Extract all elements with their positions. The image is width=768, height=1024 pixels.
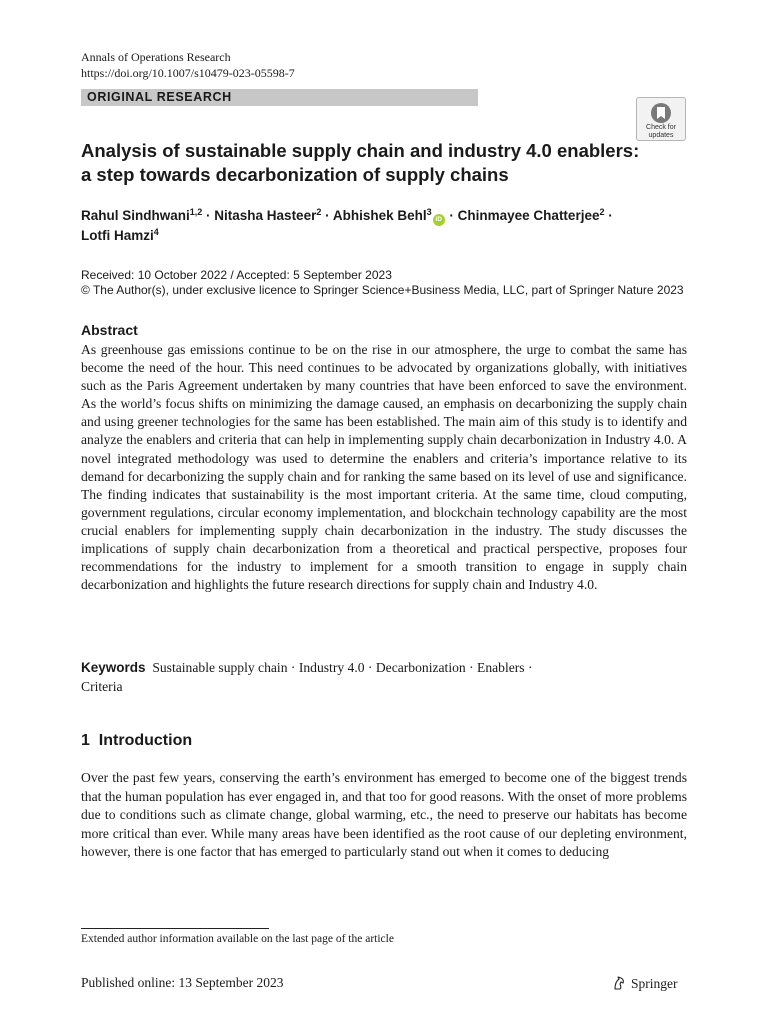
keyword: Decarbonization <box>375 660 466 675</box>
keyword-separator: · <box>364 660 376 675</box>
keyword-separator: · <box>465 660 478 675</box>
author-affiliation: 4 <box>153 227 159 237</box>
author-name[interactable]: Abhishek Behl <box>332 208 427 223</box>
author-separator: · <box>202 208 215 223</box>
section-label: ORIGINAL RESEARCH <box>81 89 478 106</box>
paper-title: Analysis of sustainable supply chain and industry 4.0 enablers: a step towards decarbonization of supply chains <box>81 140 640 185</box>
author-separator: · <box>321 208 333 223</box>
check-for-updates-badge[interactable] <box>636 97 686 141</box>
author-name[interactable]: Nitasha Hasteer <box>214 208 317 223</box>
article-dates <box>81 268 684 298</box>
author-name[interactable]: Rahul Sindhwani <box>81 208 190 223</box>
keyword-separator: · <box>524 660 533 675</box>
received-accepted: Received: 10 October 2022 / Accepted: 5 September 2023 <box>81 268 392 282</box>
published-online: Published online: 13 September 2023 <box>81 975 284 990</box>
check-for-updates-line1: Check for <box>646 124 676 131</box>
author-name[interactable]: Chinmayee Chatterjee <box>457 208 600 223</box>
section-number: 1 <box>81 732 90 749</box>
keyword-separator: · <box>287 660 299 675</box>
journal-name: Annals of Operations Research <box>81 50 231 64</box>
introduction-text: Over the past few years, conserving the earth’s environment has emerged to become one of the biggest trends that the human population has ever engaged in, and that too for good reasons. With the onset of more problems due to conditions such as climate change, global warming, etc., the need to preserve our habitats has become more critical than ever. While many areas have been identified as the root cause of our depleting environment, however, there is one factor that has emerged to particularly stand out when it comes to deducing <box>81 770 687 859</box>
abstract-heading: Abstract <box>81 322 138 338</box>
keyword: Sustainable supply chain <box>152 660 288 675</box>
orcid-icon[interactable]: iD <box>433 214 445 226</box>
author-affiliation: 1,2 <box>189 207 203 217</box>
keywords <box>81 658 687 696</box>
bookmark-icon <box>649 102 673 124</box>
publisher-logo <box>611 975 678 993</box>
keyword: Enablers <box>477 660 525 675</box>
abstract-text: As greenhouse gas emissions continue to be on the rise in our atmosphere, the urge to combat the same has become the need of the hour. This need continues to be advocated by organizations globally, with initiatives such as the Paris Agreement undertaken by many countries that have been enforced to save the environment. As the world’s focus shifts on minimizing the damage caused, an emphasis on decarbonizing the supply chain and using greener technologies for the same has been established. The main aim of this study is to identify and analyze the enablers and criteria that can help in implementing supply chain decarbonization in Industry 4.0. A novel integrated methodology was used to determine the enablers and criteria’s importance relative to its demand for decarbonizing the supply chain and for ranking the same based on its level of use and significance. The finding indicates that sustainability is the most important criteria. At the same time, cloud computing, government regulations, circular economy implementation, and blockchain technology capability are the most crucial enablers for implementing supply chain decarbonization in the industry. The study discusses the implications of supply chain decarbonization from a theoretical and practical perspective, proposes four recommendations for the industry to implement for a smooth transition to engage in supply chain decarbonization and highlights the future research directions for supply chain and Industry 4.0. <box>81 342 687 593</box>
footnote: Extended author information available on the last page of the article <box>81 933 394 945</box>
author-affiliation: 2 <box>316 207 322 217</box>
author-list <box>81 206 691 245</box>
author-affiliation: 3 <box>426 207 432 217</box>
section-heading-introduction <box>81 731 192 751</box>
copyright-line: © The Author(s), under exclusive licence to Springer Science+Business Media, LLC, part of Springer Nature 2023 <box>81 283 684 297</box>
footnote-divider <box>81 928 269 929</box>
author-separator: · <box>445 208 458 223</box>
author-separator: · <box>604 208 613 223</box>
keywords-heading: Keywords <box>81 660 146 675</box>
author-name[interactable]: Lotfi Hamzi <box>81 228 154 243</box>
author-affiliation: 2 <box>599 207 605 217</box>
springer-horse-icon <box>611 975 627 991</box>
publisher-name: Springer <box>631 976 678 991</box>
keyword: Industry 4.0 <box>298 660 365 675</box>
journal-header <box>81 49 295 81</box>
section-title: Introduction <box>98 732 193 749</box>
keyword: Criteria <box>81 679 123 694</box>
check-for-updates-line2: updates <box>648 131 674 139</box>
doi-link[interactable]: https://doi.org/10.1007/s10479-023-05598-7 <box>81 66 295 80</box>
